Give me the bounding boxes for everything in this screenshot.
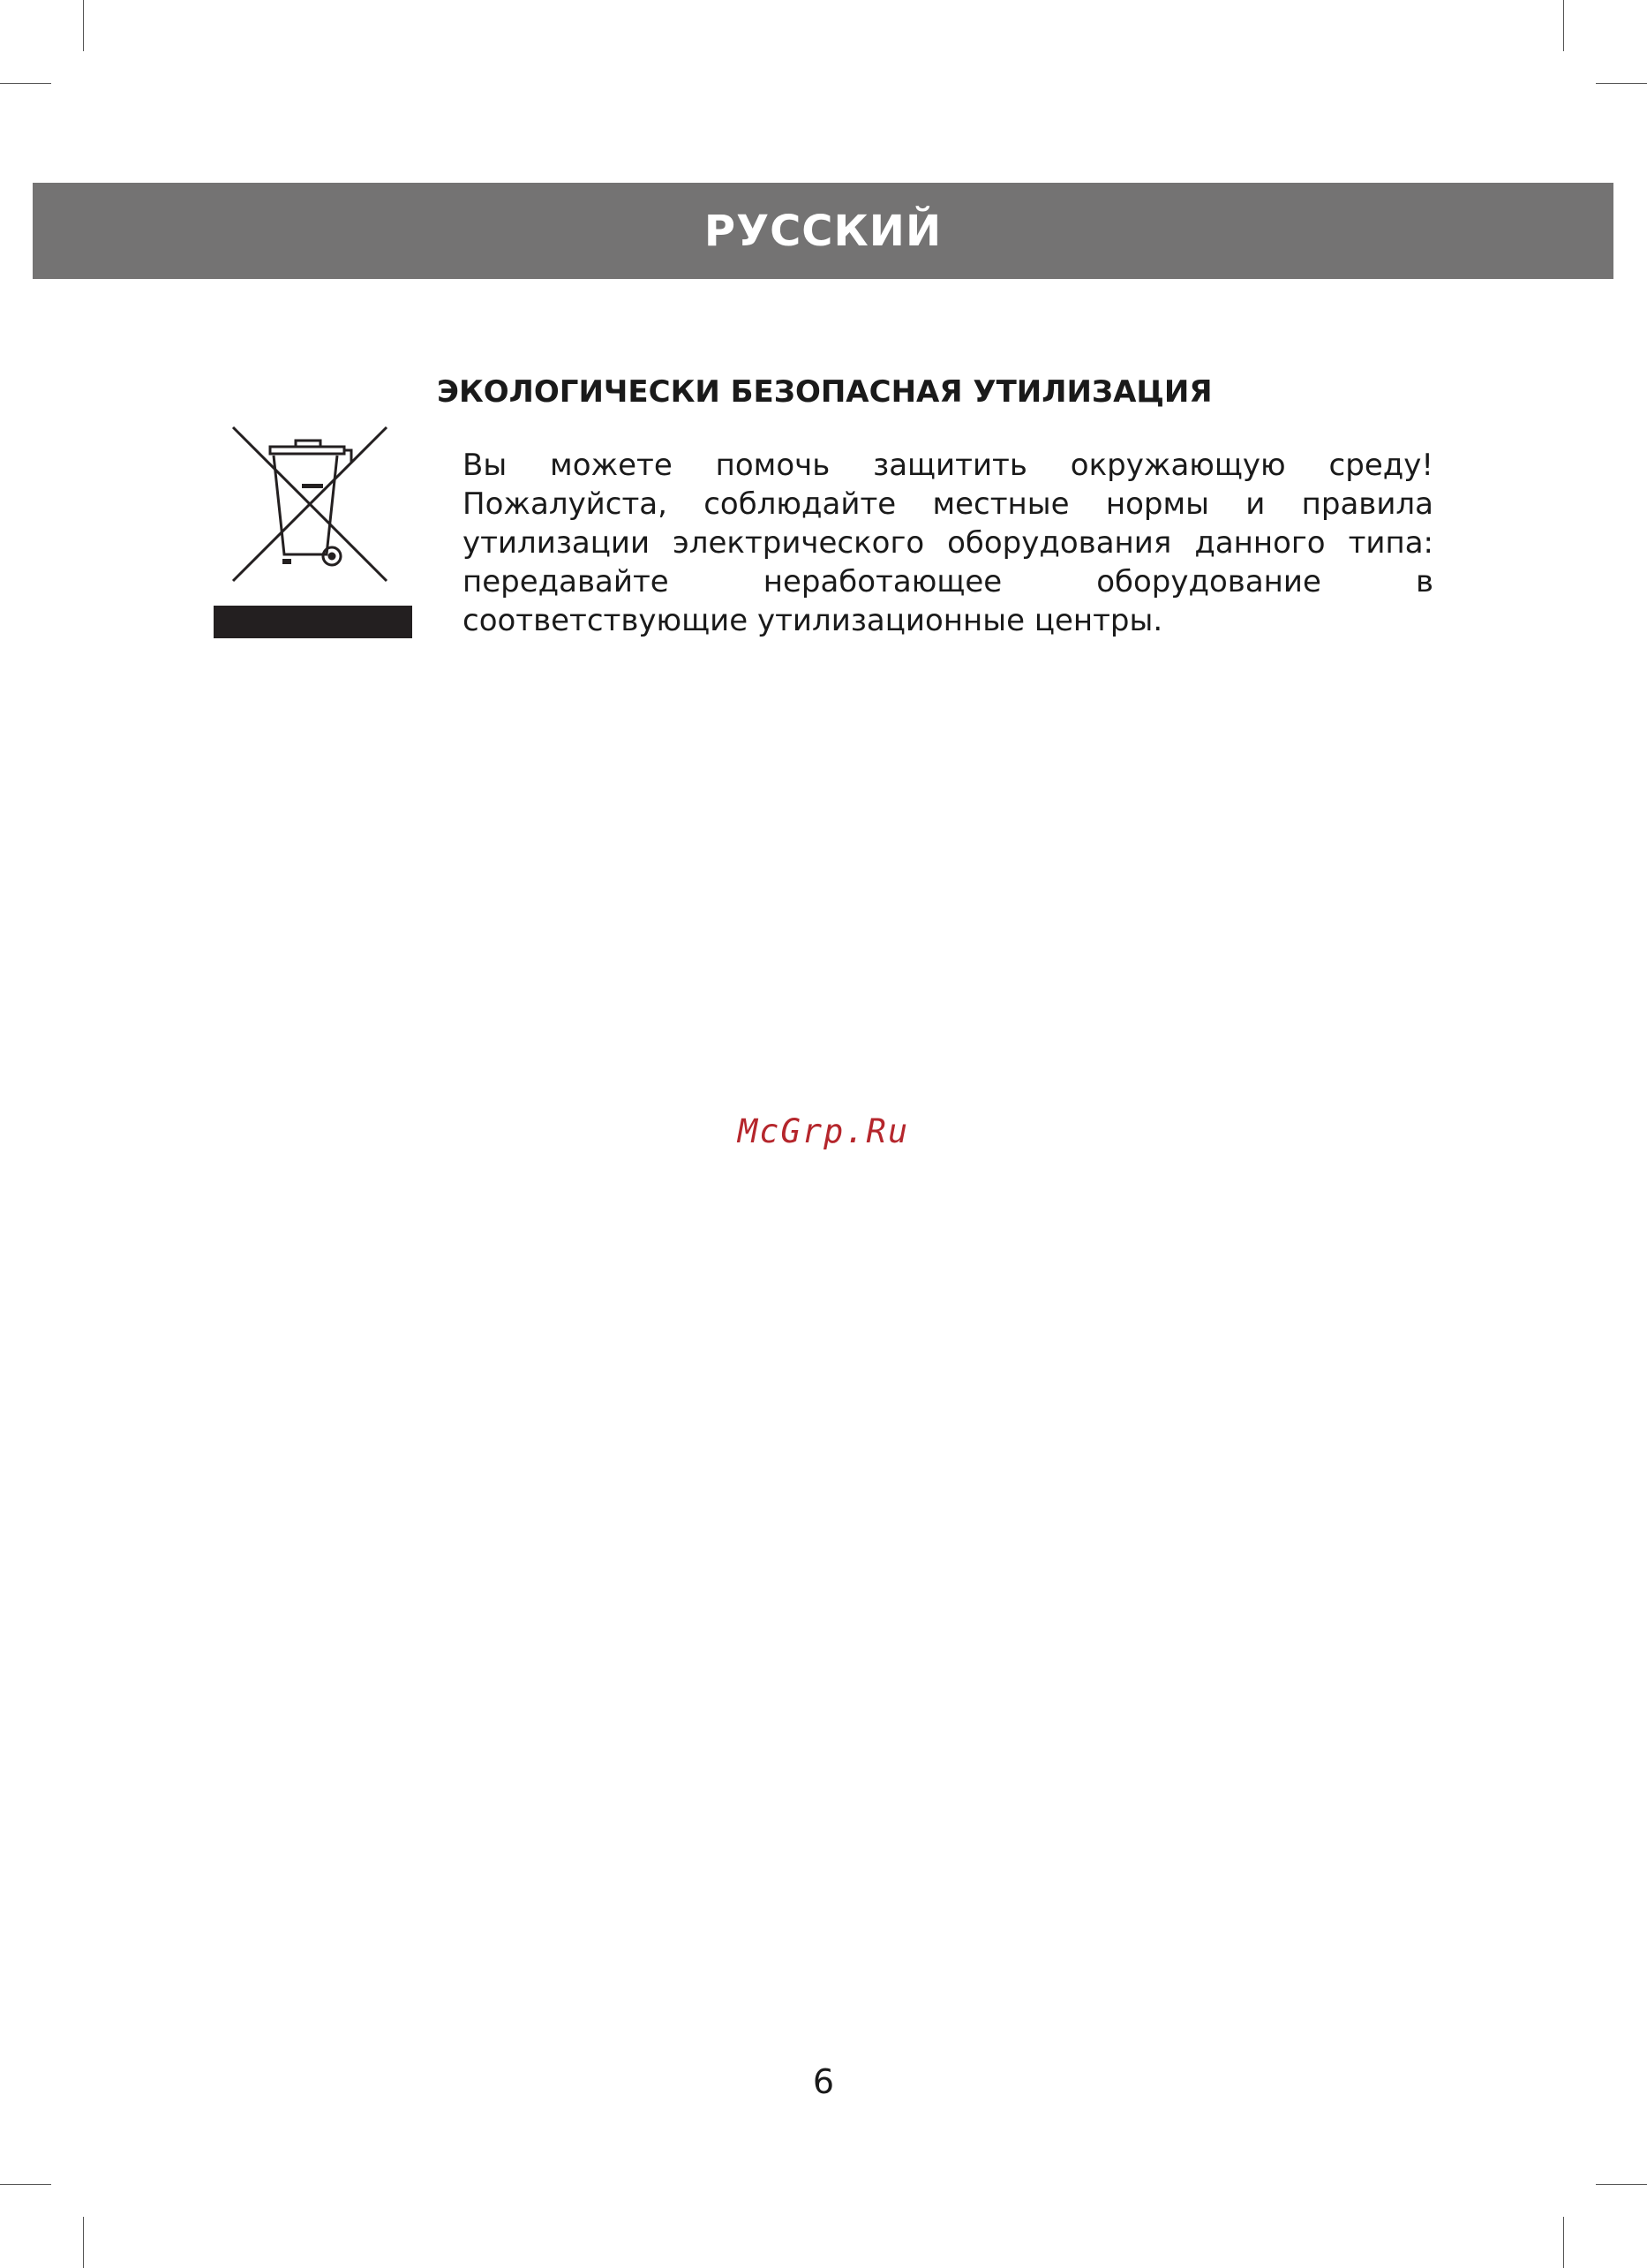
language-title: РУССКИЙ	[703, 206, 943, 256]
watermark: McGrp.Ru	[737, 1112, 910, 1150]
crop-mark	[83, 0, 84, 51]
crop-mark	[0, 83, 51, 84]
section-heading: ЭКОЛОГИЧЕСКИ БЕЗОПАСНАЯ УТИЛИЗАЦИЯ	[437, 374, 1213, 410]
crop-mark	[1563, 0, 1564, 51]
section-body-text: Вы можете помочь защитить окружающую среду! Пожалуйста, соблюдайте местные нормы и правила утилизации электрического оборудования данного типа: передавайте неработающее оборудование в соответствующие утилизационные центры.	[463, 448, 1433, 638]
page-number: 6	[812, 2062, 835, 2101]
crossed-out-wheelie-bin-icon	[228, 424, 392, 588]
weee-symbol-bar	[214, 606, 412, 638]
crop-mark	[1563, 2217, 1564, 2268]
crop-mark	[1596, 83, 1647, 84]
crop-mark	[83, 2217, 84, 2268]
crop-mark	[0, 2184, 51, 2185]
language-header-band	[33, 183, 1613, 279]
crop-mark	[1596, 2184, 1647, 2185]
